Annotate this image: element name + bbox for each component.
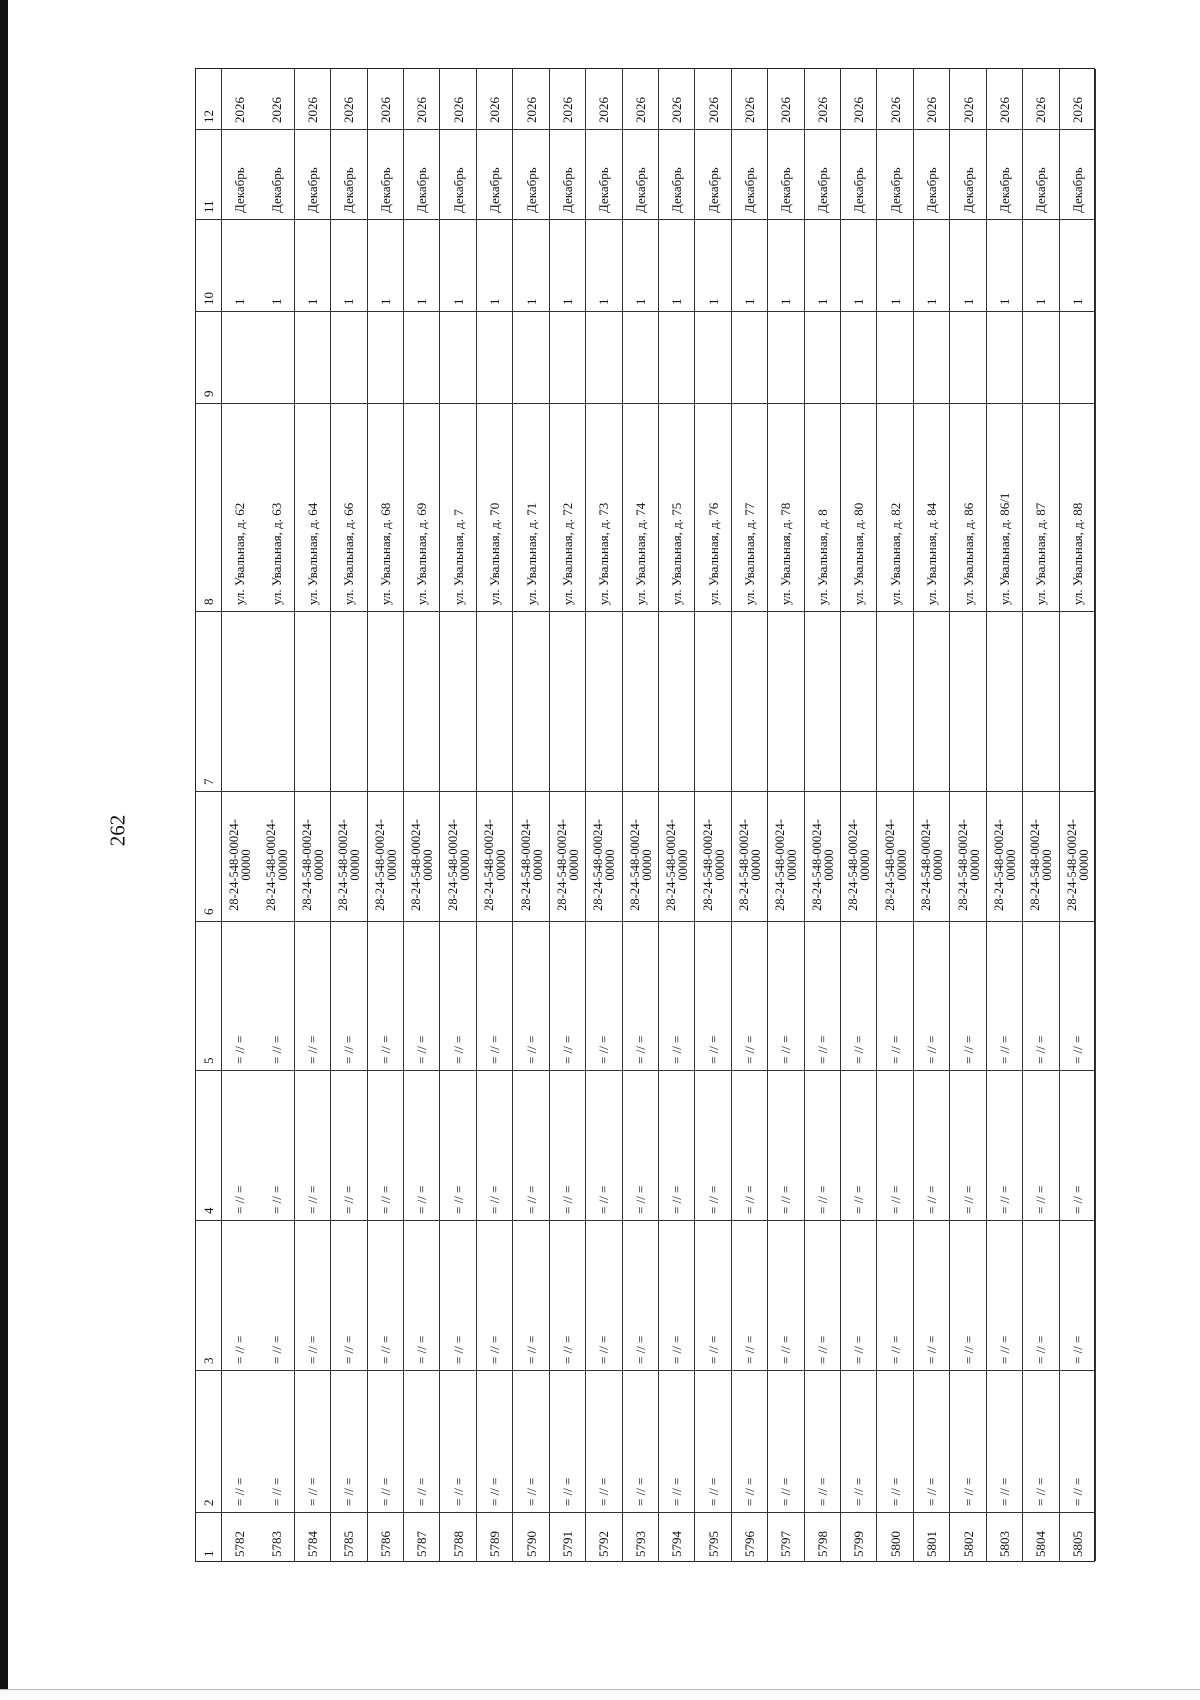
table-cell-n: 5786 bbox=[377, 1531, 393, 1557]
table-cell-c3: = // = bbox=[960, 1335, 976, 1364]
table-cell-c4: = // = bbox=[305, 1185, 321, 1214]
table-cell-c12: 2026 bbox=[232, 97, 248, 123]
table-cell-c12: 2026 bbox=[960, 97, 976, 123]
table-cell-c10: 1 bbox=[487, 298, 503, 305]
table-cell-c8: ул. Увальная, д. 62 bbox=[232, 502, 248, 605]
table-cell-c6: 28-24-548-00024-00000 bbox=[409, 819, 436, 911]
table-cell-c3: = // = bbox=[450, 1335, 466, 1364]
table-cell-c5: = // = bbox=[596, 1035, 612, 1064]
table-cell-c11: Декабрь bbox=[778, 167, 794, 213]
table-cell-n: 5796 bbox=[742, 1531, 758, 1557]
table-cell-c4: = // = bbox=[960, 1185, 976, 1214]
table-cell-c8: ул. Увальная, д. 88 bbox=[1069, 502, 1085, 605]
table-cell-c4: = // = bbox=[924, 1185, 940, 1214]
table-cell-c3: = // = bbox=[414, 1335, 430, 1364]
table-cell-c10: 1 bbox=[632, 298, 648, 305]
table-cell-c10: 1 bbox=[1069, 298, 1085, 305]
table-cell-c12: 2026 bbox=[596, 97, 612, 123]
table-cell-c3: = // = bbox=[305, 1335, 321, 1364]
table-cell-c11: Декабрь bbox=[377, 167, 393, 213]
table-cell-c4: = // = bbox=[1033, 1185, 1049, 1214]
table-cell-c12: 2026 bbox=[887, 97, 903, 123]
table-cell-c2: = // = bbox=[487, 1477, 503, 1506]
table-cell-c8: ул. Увальная, д. 8 bbox=[814, 509, 830, 605]
table-cell-c11: Декабрь bbox=[960, 167, 976, 213]
table-cell-c5: = // = bbox=[268, 1035, 284, 1064]
table-cell-c2: = // = bbox=[924, 1477, 940, 1506]
table-cell-c12: 2026 bbox=[996, 97, 1012, 123]
table-cell-c8: ул. Увальная, д. 80 bbox=[851, 502, 867, 605]
table-cell-c5: = // = bbox=[924, 1035, 940, 1064]
column-header-8: 8 bbox=[201, 598, 216, 605]
column-header-1: 1 bbox=[201, 1550, 216, 1557]
table-cell-n: 5790 bbox=[523, 1531, 539, 1557]
table-cell-c2: = // = bbox=[632, 1477, 648, 1506]
table-cell-c10: 1 bbox=[778, 298, 794, 305]
table-cell-n: 5783 bbox=[268, 1531, 284, 1557]
table-cell-n: 5792 bbox=[596, 1531, 612, 1557]
table-cell-c4: = // = bbox=[414, 1185, 430, 1214]
table-cell-c2: = // = bbox=[268, 1477, 284, 1506]
table-cell-c3: = // = bbox=[341, 1335, 357, 1364]
page-number: 262 bbox=[105, 814, 130, 847]
table-cell-c4: = // = bbox=[851, 1185, 867, 1214]
table-cell-c6: 28-24-548-00024-00000 bbox=[955, 819, 982, 911]
table-cell-c5: = // = bbox=[996, 1035, 1012, 1064]
table-cell-c4: = // = bbox=[377, 1185, 393, 1214]
table-cell-c2: = // = bbox=[887, 1477, 903, 1506]
table-cell-c8: ул. Увальная, д. 78 bbox=[778, 502, 794, 605]
column-header-2: 2 bbox=[201, 1499, 216, 1506]
table-cell-c11: Декабрь bbox=[487, 167, 503, 213]
table-cell-c10: 1 bbox=[742, 298, 758, 305]
table-cell-c8: ул. Увальная, д. 69 bbox=[414, 502, 430, 605]
table-cell-c10: 1 bbox=[268, 298, 284, 305]
table-cell-c5: = // = bbox=[559, 1035, 575, 1064]
table-cell-c2: = // = bbox=[814, 1477, 830, 1506]
column-header-12: 12 bbox=[201, 110, 216, 123]
table-cell-c3: = // = bbox=[814, 1335, 830, 1364]
table-cell-c6: 28-24-548-00024-00000 bbox=[882, 819, 909, 911]
table-cell-n: 5798 bbox=[814, 1531, 830, 1557]
table-cell-n: 5805 bbox=[1069, 1531, 1085, 1557]
table-cell-c11: Декабрь bbox=[632, 167, 648, 213]
table-cell-c12: 2026 bbox=[450, 97, 466, 123]
table-cell-c12: 2026 bbox=[669, 97, 685, 123]
table-cell-c6: 28-24-548-00024-00000 bbox=[1028, 819, 1055, 911]
column-header-5: 5 bbox=[201, 1057, 216, 1064]
table-cell-c5: = // = bbox=[450, 1035, 466, 1064]
table-cell-c2: = // = bbox=[742, 1477, 758, 1506]
table-cell-c11: Декабрь bbox=[669, 167, 685, 213]
table-cell-c2: = // = bbox=[1069, 1477, 1085, 1506]
table-cell-c11: Декабрь bbox=[742, 167, 758, 213]
table-cell-c11: Декабрь bbox=[851, 167, 867, 213]
table-cell-c3: = // = bbox=[487, 1335, 503, 1364]
table-cell-c4: = // = bbox=[268, 1185, 284, 1214]
table-cell-c2: = // = bbox=[414, 1477, 430, 1506]
table-cell-c8: ул. Увальная, д. 86 bbox=[960, 502, 976, 605]
table-cell-c10: 1 bbox=[523, 298, 539, 305]
table-cell-c12: 2026 bbox=[377, 97, 393, 123]
table-cell-c6: 28-24-548-00024-00000 bbox=[263, 819, 290, 911]
table-cell-n: 5789 bbox=[487, 1531, 503, 1557]
table-cell-c12: 2026 bbox=[1033, 97, 1049, 123]
table-cell-c8: ул. Увальная, д. 66 bbox=[341, 502, 357, 605]
table-cell-n: 5782 bbox=[232, 1531, 248, 1557]
table-cell-c3: = // = bbox=[924, 1335, 940, 1364]
table-cell-c3: = // = bbox=[377, 1335, 393, 1364]
table-cell-c10: 1 bbox=[414, 298, 430, 305]
table-cell-c8: ул. Увальная, д. 77 bbox=[742, 502, 758, 605]
table-cell-c4: = // = bbox=[450, 1185, 466, 1214]
table-cell-c2: = // = bbox=[596, 1477, 612, 1506]
table-cell-c5: = // = bbox=[742, 1035, 758, 1064]
table-cell-c3: = // = bbox=[887, 1335, 903, 1364]
table-cell-c11: Декабрь bbox=[814, 167, 830, 213]
table-cell-c8: ул. Увальная, д. 72 bbox=[559, 502, 575, 605]
table-cell-c5: = // = bbox=[632, 1035, 648, 1064]
table-cell-c10: 1 bbox=[305, 298, 321, 305]
table-cell-c10: 1 bbox=[1033, 298, 1049, 305]
table-cell-c2: = // = bbox=[851, 1477, 867, 1506]
table-cell-c5: = // = bbox=[669, 1035, 685, 1064]
table-cell-c6: 28-24-548-00024-00000 bbox=[554, 819, 581, 911]
table-cell-c6: 28-24-548-00024-00000 bbox=[809, 819, 836, 911]
table-cell-c12: 2026 bbox=[268, 97, 284, 123]
table-cell-c4: = // = bbox=[996, 1185, 1012, 1214]
table-cell-c3: = // = bbox=[1033, 1335, 1049, 1364]
table-cell-c5: = // = bbox=[341, 1035, 357, 1064]
table-cell-n: 5802 bbox=[960, 1531, 976, 1557]
table-cell-c12: 2026 bbox=[523, 97, 539, 123]
table-cell-c12: 2026 bbox=[341, 97, 357, 123]
table-cell-c11: Декабрь bbox=[523, 167, 539, 213]
table-cell-c6: 28-24-548-00024-00000 bbox=[445, 819, 472, 911]
table-cell-c6: 28-24-548-00024-00000 bbox=[737, 819, 764, 911]
table-cell-c2: = // = bbox=[669, 1477, 685, 1506]
table-cell-c10: 1 bbox=[669, 298, 685, 305]
table-cell-c3: = // = bbox=[632, 1335, 648, 1364]
table-cell-c6: 28-24-548-00024-00000 bbox=[336, 819, 363, 911]
table-cell-c2: = // = bbox=[1033, 1477, 1049, 1506]
table-cell-c11: Декабрь bbox=[924, 167, 940, 213]
table-cell-n: 5784 bbox=[305, 1531, 321, 1557]
table-cell-n: 5791 bbox=[559, 1531, 575, 1557]
table-cell-c2: = // = bbox=[232, 1477, 248, 1506]
table-cell-c5: = // = bbox=[960, 1035, 976, 1064]
table-cell-c4: = // = bbox=[487, 1185, 503, 1214]
table-cell-c11: Декабрь bbox=[559, 167, 575, 213]
table-cell-c6: 28-24-548-00024-00000 bbox=[300, 819, 327, 911]
table-cell-n: 5801 bbox=[924, 1531, 940, 1557]
table-cell-c4: = // = bbox=[523, 1185, 539, 1214]
table-cell-c8: ул. Увальная, д. 63 bbox=[268, 502, 284, 605]
table-cell-c6: 28-24-548-00024-00000 bbox=[1064, 819, 1091, 911]
table-cell-c12: 2026 bbox=[1069, 97, 1085, 123]
table-cell-c10: 1 bbox=[924, 298, 940, 305]
table-cell-n: 5795 bbox=[705, 1531, 721, 1557]
table-cell-n: 5799 bbox=[851, 1531, 867, 1557]
table-cell-c11: Декабрь bbox=[596, 167, 612, 213]
table-cell-n: 5793 bbox=[632, 1531, 648, 1557]
table-cell-c6: 28-24-548-00024-00000 bbox=[919, 819, 946, 911]
table-cell-c3: = // = bbox=[268, 1335, 284, 1364]
table-cell-c6: 28-24-548-00024-00000 bbox=[991, 819, 1018, 911]
table-cell-c5: = // = bbox=[377, 1035, 393, 1064]
table-cell-c12: 2026 bbox=[487, 97, 503, 123]
table-cell-c2: = // = bbox=[778, 1477, 794, 1506]
column-header-6: 6 bbox=[201, 908, 216, 915]
table-cell-c10: 1 bbox=[450, 298, 466, 305]
table-cell-c4: = // = bbox=[596, 1185, 612, 1214]
table-cell-c11: Декабрь bbox=[1069, 167, 1085, 213]
table-cell-c8: ул. Увальная, д. 7 bbox=[450, 509, 466, 605]
table-cell-c6: 28-24-548-00024-00000 bbox=[627, 819, 654, 911]
table-cell-c2: = // = bbox=[523, 1477, 539, 1506]
table-cell-c12: 2026 bbox=[742, 97, 758, 123]
table-cell-c12: 2026 bbox=[924, 97, 940, 123]
table-cell-c4: = // = bbox=[814, 1185, 830, 1214]
table-cell-c5: = // = bbox=[305, 1035, 321, 1064]
table-cell-c2: = // = bbox=[705, 1477, 721, 1506]
table-cell-n: 5803 bbox=[996, 1531, 1012, 1557]
column-header-3: 3 bbox=[201, 1357, 216, 1364]
table-cell-c3: = // = bbox=[232, 1335, 248, 1364]
table-cell-c8: ул. Увальная, д. 71 bbox=[523, 502, 539, 605]
table-cell-c5: = // = bbox=[523, 1035, 539, 1064]
table-cell-c11: Декабрь bbox=[414, 167, 430, 213]
table-cell-c5: = // = bbox=[414, 1035, 430, 1064]
table-cell-c10: 1 bbox=[851, 298, 867, 305]
table-cell-c10: 1 bbox=[232, 298, 248, 305]
table-cell-c4: = // = bbox=[341, 1185, 357, 1214]
table-cell-c2: = // = bbox=[377, 1477, 393, 1506]
table-cell-c8: ул. Увальная, д. 64 bbox=[305, 502, 321, 605]
table-cell-c5: = // = bbox=[814, 1035, 830, 1064]
table-cell-c10: 1 bbox=[341, 298, 357, 305]
table-cell-c3: = // = bbox=[523, 1335, 539, 1364]
table-cell-c8: ул. Увальная, д. 74 bbox=[632, 502, 648, 605]
table-cell-c4: = // = bbox=[232, 1185, 248, 1214]
table-cell-n: 5788 bbox=[450, 1531, 466, 1557]
table-cell-c11: Декабрь bbox=[341, 167, 357, 213]
table-cell-c8: ул. Увальная, д. 68 bbox=[377, 502, 393, 605]
table-cell-c2: = // = bbox=[305, 1477, 321, 1506]
table-cell-c4: = // = bbox=[559, 1185, 575, 1214]
table-cell-c12: 2026 bbox=[814, 97, 830, 123]
table-cell-c4: = // = bbox=[705, 1185, 721, 1214]
table-cell-n: 5804 bbox=[1033, 1531, 1049, 1557]
table-cell-c6: 28-24-548-00024-00000 bbox=[773, 819, 800, 911]
table-cell-c6: 28-24-548-00024-00000 bbox=[227, 819, 254, 911]
table-cell-c8: ул. Увальная, д. 86/1 bbox=[996, 492, 1012, 605]
table-cell-c10: 1 bbox=[559, 298, 575, 305]
table-cell-c4: = // = bbox=[778, 1185, 794, 1214]
table-cell-n: 5800 bbox=[887, 1531, 903, 1557]
table-cell-c12: 2026 bbox=[632, 97, 648, 123]
table-cell-c11: Декабрь bbox=[268, 167, 284, 213]
table-cell-c3: = // = bbox=[705, 1335, 721, 1364]
table-cell-c2: = // = bbox=[559, 1477, 575, 1506]
table-cell-c4: = // = bbox=[669, 1185, 685, 1214]
scan-bottom-edge bbox=[0, 1689, 1200, 1700]
table-cell-n: 5794 bbox=[669, 1531, 685, 1557]
column-header-4: 4 bbox=[201, 1207, 216, 1214]
table-cell-c12: 2026 bbox=[559, 97, 575, 123]
table-cell-c4: = // = bbox=[632, 1185, 648, 1214]
table-cell-c11: Декабрь bbox=[705, 167, 721, 213]
table-cell-c3: = // = bbox=[559, 1335, 575, 1364]
register-table bbox=[195, 68, 1095, 1562]
table-cell-c10: 1 bbox=[996, 298, 1012, 305]
table-cell-c10: 1 bbox=[377, 298, 393, 305]
table-cell-c5: = // = bbox=[1069, 1035, 1085, 1064]
table-cell-c6: 28-24-548-00024-00000 bbox=[372, 819, 399, 911]
table-cell-c2: = // = bbox=[996, 1477, 1012, 1506]
table-cell-c10: 1 bbox=[596, 298, 612, 305]
table-cell-c11: Декабрь bbox=[996, 167, 1012, 213]
column-header-10: 10 bbox=[201, 292, 216, 305]
table-cell-c6: 28-24-548-00024-00000 bbox=[591, 819, 618, 911]
table-cell-c11: Декабрь bbox=[1033, 167, 1049, 213]
table-cell-n: 5785 bbox=[341, 1531, 357, 1557]
table-cell-c4: = // = bbox=[887, 1185, 903, 1214]
table-cell-c12: 2026 bbox=[851, 97, 867, 123]
table-cell-c6: 28-24-548-00024-00000 bbox=[700, 819, 727, 911]
table-cell-c3: = // = bbox=[596, 1335, 612, 1364]
table-cell-c12: 2026 bbox=[414, 97, 430, 123]
table-cell-c8: ул. Увальная, д. 76 bbox=[705, 502, 721, 605]
table-cell-c5: = // = bbox=[487, 1035, 503, 1064]
column-header-9: 9 bbox=[201, 390, 216, 397]
column-header-7: 7 bbox=[201, 778, 216, 785]
table-cell-c5: = // = bbox=[887, 1035, 903, 1064]
table-cell-c8: ул. Увальная, д. 70 bbox=[487, 502, 503, 605]
table-cell-c3: = // = bbox=[851, 1335, 867, 1364]
table-cell-c11: Декабрь bbox=[232, 167, 248, 213]
table-cell-c12: 2026 bbox=[305, 97, 321, 123]
table-cell-c3: = // = bbox=[742, 1335, 758, 1364]
table-cell-c10: 1 bbox=[814, 298, 830, 305]
column-header-11: 11 bbox=[201, 200, 216, 213]
table-cell-c4: = // = bbox=[1069, 1185, 1085, 1214]
table-cell-c4: = // = bbox=[742, 1185, 758, 1214]
table-cell-c8: ул. Увальная, д. 84 bbox=[924, 502, 940, 605]
table-cell-c2: = // = bbox=[960, 1477, 976, 1506]
table-cell-c5: = // = bbox=[705, 1035, 721, 1064]
table-cell-c6: 28-24-548-00024-00000 bbox=[518, 819, 545, 911]
table-cell-c8: ул. Увальная, д. 87 bbox=[1033, 502, 1049, 605]
table-cell-c5: = // = bbox=[1033, 1035, 1049, 1064]
table-cell-c3: = // = bbox=[669, 1335, 685, 1364]
table-cell-c8: ул. Увальная, д. 73 bbox=[596, 502, 612, 605]
table-cell-c3: = // = bbox=[778, 1335, 794, 1364]
table-cell-c3: = // = bbox=[996, 1335, 1012, 1364]
table-cell-c5: = // = bbox=[778, 1035, 794, 1064]
table-cell-c10: 1 bbox=[705, 298, 721, 305]
table-cell-c2: = // = bbox=[341, 1477, 357, 1506]
table-cell-c10: 1 bbox=[887, 298, 903, 305]
table-cell-c12: 2026 bbox=[778, 97, 794, 123]
table-cell-c8: ул. Увальная, д. 82 bbox=[887, 502, 903, 605]
table-cell-c6: 28-24-548-00024-00000 bbox=[846, 819, 873, 911]
table-cell-c3: = // = bbox=[1069, 1335, 1085, 1364]
table-cell-c11: Декабрь bbox=[450, 167, 466, 213]
table-cell-c12: 2026 bbox=[705, 97, 721, 123]
table-cell-c5: = // = bbox=[851, 1035, 867, 1064]
table-cell-n: 5787 bbox=[414, 1531, 430, 1557]
table-cell-c6: 28-24-548-00024-00000 bbox=[482, 819, 509, 911]
table-cell-c11: Декабрь bbox=[887, 167, 903, 213]
table-cell-c11: Декабрь bbox=[305, 167, 321, 213]
table-cell-c5: = // = bbox=[232, 1035, 248, 1064]
table-cell-c8: ул. Увальная, д. 75 bbox=[669, 502, 685, 605]
table-cell-c2: = // = bbox=[450, 1477, 466, 1506]
scan-left-edge bbox=[0, 0, 8, 1700]
table-cell-c6: 28-24-548-00024-00000 bbox=[664, 819, 691, 911]
table-cell-n: 5797 bbox=[778, 1531, 794, 1557]
table-cell-c10: 1 bbox=[960, 298, 976, 305]
